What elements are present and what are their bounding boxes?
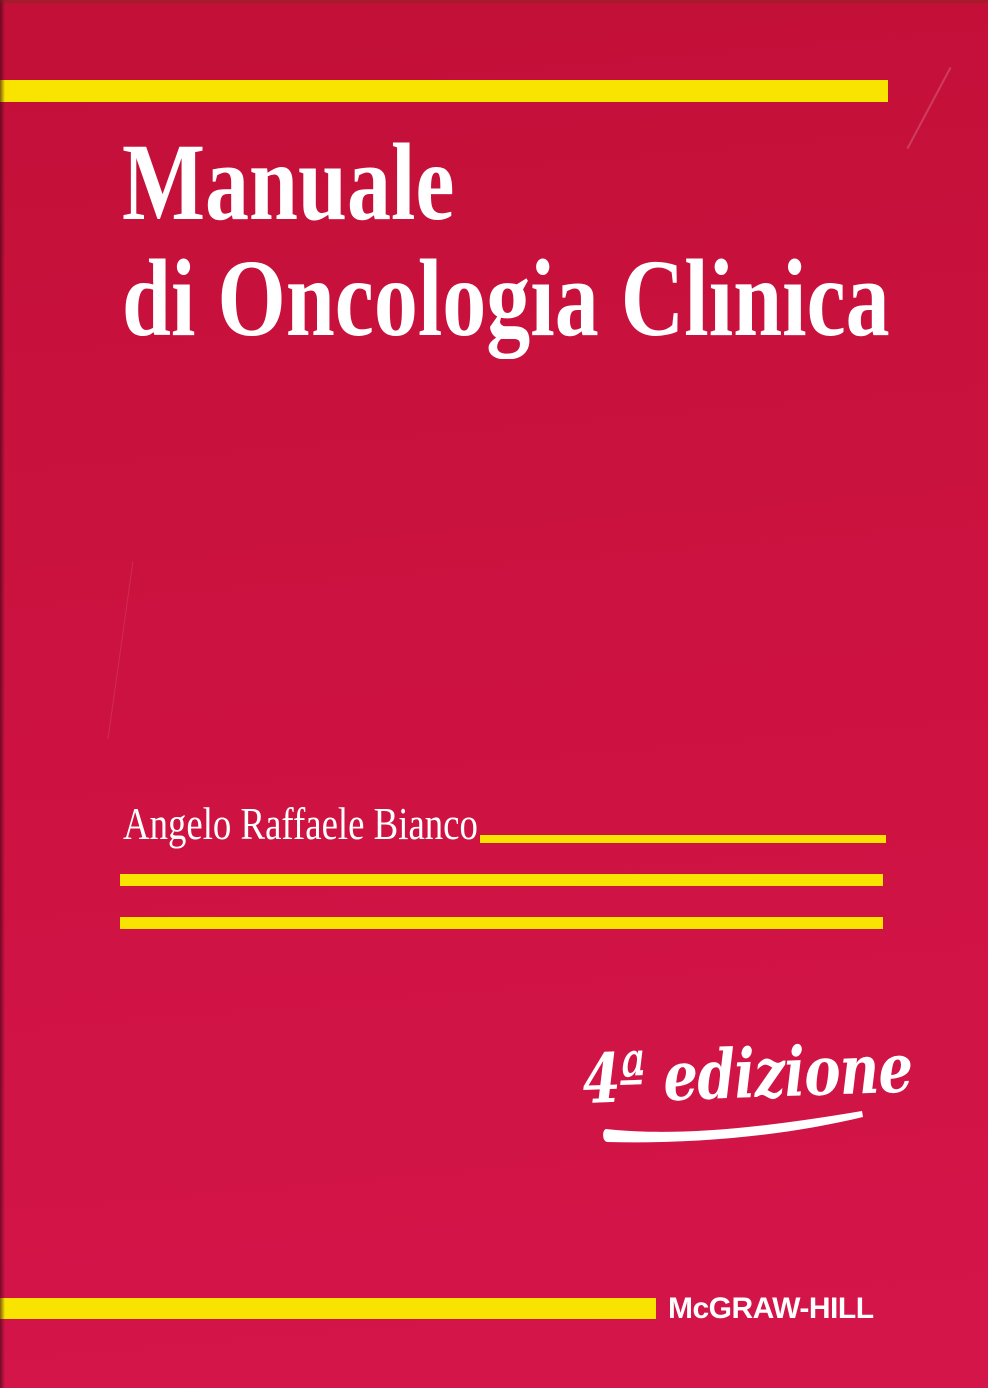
author-underline-rule — [480, 835, 886, 843]
book-title-line1: Manuale — [122, 121, 455, 243]
divider-bar-lower — [120, 917, 883, 929]
scan-edge-left — [0, 0, 5, 1388]
bottom-accent-bar — [0, 1298, 656, 1319]
edition-label: 4ª edizione — [581, 1028, 914, 1121]
book-title — [122, 121, 890, 359]
scan-edge-top — [0, 0, 988, 3]
edition-underline-swoosh — [600, 1110, 865, 1146]
book-title-line2: di Oncologia Clinica — [122, 237, 890, 359]
scan-crease-top-right — [907, 67, 952, 149]
top-accent-bar — [0, 80, 888, 102]
divider-bar-upper — [120, 874, 883, 886]
scan-crease-middle — [107, 561, 133, 739]
author-name: Angelo Raffaele Bianco — [123, 798, 478, 849]
publisher-logo: McGRAW-HILL — [668, 1292, 874, 1325]
